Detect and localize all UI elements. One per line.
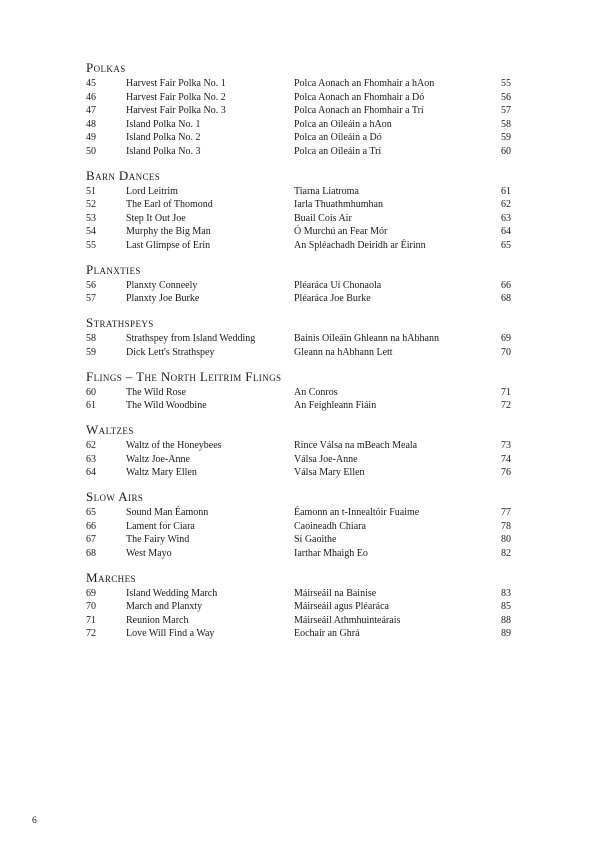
entry-number: 61 [86, 400, 96, 411]
entry-number: 51 [86, 185, 96, 197]
irish-title: Válsa Mary Ellen [294, 467, 365, 478]
toc-entry [86, 104, 511, 118]
entry-number: 50 [86, 145, 96, 157]
page-ref: 80 [501, 534, 511, 545]
page-ref: 70 [501, 346, 511, 358]
section-heading: Slow Airs [86, 489, 144, 504]
irish-title: Ó Murchú an Fear Mór [294, 226, 388, 237]
page-ref: 56 [501, 91, 511, 103]
english-title: Waltz Joe-Anne [126, 453, 190, 465]
page-ref: 83 [501, 587, 511, 599]
english-title: Step It Out Joe [126, 212, 186, 224]
toc-entry [86, 145, 511, 159]
entry-number: 66 [86, 520, 96, 532]
irish-title: Polca an Oileáin a hAon [294, 118, 392, 130]
english-title: Island Wedding March [126, 587, 218, 599]
page-ref: 59 [501, 132, 511, 143]
english-title: Island Polka No. 3 [126, 145, 201, 157]
toc-entry [86, 77, 511, 91]
toc-entry [86, 91, 511, 105]
english-title: The Wild Rose [126, 386, 186, 398]
page-ref: 55 [501, 78, 511, 89]
irish-title: An Conros [294, 386, 338, 398]
english-title: Sound Man Éamonn [126, 507, 209, 518]
entry-number: 48 [86, 118, 96, 130]
entry-number: 64 [86, 467, 96, 478]
page-ref: 65 [501, 239, 511, 251]
page-ref: 73 [501, 440, 511, 451]
toc-entry [86, 212, 511, 226]
toc-section [86, 489, 511, 560]
english-title: Reunion March [126, 614, 189, 626]
entry-number: 57 [86, 293, 96, 304]
section-heading: Strathspeys [86, 315, 154, 330]
page-ref: 72 [501, 400, 511, 411]
toc-section [86, 570, 511, 641]
toc-entry [86, 292, 511, 306]
entry-number: 52 [86, 199, 96, 210]
toc-section [86, 262, 511, 306]
toc-entry [86, 239, 511, 253]
entry-number: 68 [86, 547, 96, 559]
irish-title: Bainis Oileáin Ghleann na hAbhann [294, 333, 439, 344]
irish-title: Gleann na hAbhann Lett [294, 346, 393, 358]
entry-number: 63 [86, 453, 96, 465]
section-heading: Flings – The North Leitrim Flings [86, 368, 282, 384]
irish-title: Rince Válsa na mBeach Meala [294, 440, 418, 451]
entry-number: 45 [86, 78, 96, 89]
irish-title: Caoineadh Chiara [294, 520, 366, 532]
page-ref: 85 [501, 601, 511, 612]
entry-number: 46 [86, 91, 96, 103]
toc-entry [86, 399, 511, 413]
irish-title: An Spléachadh Deiridh ar Éirinn [294, 239, 426, 251]
table-of-contents [86, 60, 511, 650]
irish-title: Eochair an Ghrá [294, 628, 360, 639]
irish-title: Polca Aonach an Fhomhair a hAon [294, 78, 435, 89]
irish-title: Tiarna Liatroma [294, 185, 359, 197]
toc-section [86, 168, 511, 253]
irish-title: Máirseáil Athmhuinteárais [294, 614, 401, 626]
toc-entry [86, 332, 511, 346]
irish-title: Máirseáil agus Pléaráca [294, 601, 389, 612]
page-ref: 78 [501, 520, 511, 532]
page-ref: 60 [501, 145, 511, 157]
english-title: Harvest Fair Polka No. 1 [126, 78, 226, 89]
english-title: Planxty Conneely [126, 279, 198, 291]
page-ref: 76 [501, 467, 511, 478]
english-title: Waltz of the Honeybees [126, 440, 222, 451]
irish-title: Buail Cois Air [294, 212, 352, 224]
english-title: Dick Lett's Strathspey [126, 346, 215, 358]
page-ref: 77 [501, 507, 511, 518]
section-heading: Polkas [86, 60, 126, 75]
toc-section [86, 60, 511, 158]
toc-entry [86, 614, 511, 628]
toc-entry [86, 547, 511, 561]
irish-title: Iarthar Mhaigh Eo [294, 547, 368, 559]
toc-entry [86, 533, 511, 547]
entry-number: 53 [86, 212, 96, 224]
toc-entry [86, 627, 511, 641]
section-heading: Marches [86, 569, 136, 585]
irish-title: Polca Aonach an Fhomhair a Trí [294, 105, 424, 116]
english-title: Murphy the Big Man [126, 226, 211, 237]
english-title: The Earl of Thomond [126, 199, 213, 210]
page-ref: 74 [501, 453, 511, 465]
page-ref: 57 [501, 105, 511, 116]
irish-title: Pléaráca Joe Burke [294, 293, 371, 304]
toc-section [86, 422, 511, 480]
toc-entry [86, 520, 511, 534]
english-title: The Wild Woodbine [126, 400, 207, 411]
irish-title: Éamonn an t-Innealtóir Fuaime [294, 507, 420, 518]
english-title: Island Polka No. 2 [126, 132, 201, 143]
page-ref: 89 [501, 628, 511, 639]
english-title: Lament for Ciara [126, 520, 195, 532]
irish-title: Polca Aonach an Fhomhair a Dó [294, 91, 425, 103]
toc-entry [86, 386, 511, 400]
entry-number: 56 [86, 279, 96, 291]
entry-number: 70 [86, 601, 96, 612]
irish-title: An Feighleann Fiáin [294, 400, 377, 411]
page-ref: 58 [501, 118, 511, 130]
entry-number: 47 [86, 105, 96, 116]
entry-number: 55 [86, 239, 96, 251]
english-title: Planxty Joe Burke [126, 293, 200, 304]
entry-number: 58 [86, 333, 96, 344]
toc-entry [86, 439, 511, 453]
irish-title: Pléaráca Uí Chonaola [294, 279, 382, 291]
toc-entry [86, 131, 511, 145]
entry-number: 67 [86, 534, 96, 545]
entry-number: 59 [86, 346, 96, 358]
toc-entry [86, 466, 511, 480]
irish-title: Polca an Oileáin a Trí [294, 145, 382, 157]
english-title: Island Polka No. 1 [126, 118, 201, 130]
toc-entry [86, 279, 511, 293]
toc-entry [86, 225, 511, 239]
page-ref: 62 [501, 199, 511, 210]
page-ref: 68 [501, 293, 511, 304]
english-title: Harvest Fair Polka No. 2 [126, 91, 226, 103]
page-ref: 69 [501, 333, 511, 344]
english-title: Strathspey from Island Wedding [126, 333, 256, 344]
english-title: West Mayo [126, 547, 172, 559]
toc-entry [86, 346, 511, 360]
section-heading: Waltzes [86, 422, 134, 437]
entry-number: 69 [86, 587, 96, 599]
page-number: 6 [32, 816, 37, 826]
section-heading: Planxties [86, 261, 141, 277]
english-title: Lord Leitrim [126, 185, 178, 197]
entry-number: 60 [86, 386, 96, 398]
irish-title: Máirseáil na Bainise [294, 587, 377, 599]
page-ref: 82 [501, 547, 511, 559]
english-title: Last Glimpse of Erin [126, 239, 211, 251]
english-title: Harvest Fair Polka No. 3 [126, 105, 226, 116]
irish-title: Sí Gaoithe [294, 534, 337, 545]
toc-entry [86, 506, 511, 520]
entry-number: 72 [86, 628, 96, 639]
toc-entry [86, 185, 511, 199]
page-ref: 64 [501, 226, 511, 237]
english-title: Waltz Mary Ellen [126, 467, 197, 478]
entry-number: 62 [86, 440, 96, 451]
english-title: March and Planxty [126, 601, 203, 612]
toc-entry [86, 198, 511, 212]
entry-number: 71 [86, 614, 96, 626]
english-title: The Fairy Wind [126, 534, 190, 545]
page-ref: 66 [501, 279, 511, 291]
english-title: Love Will Find a Way [126, 628, 215, 639]
entry-number: 49 [86, 132, 96, 143]
page-ref: 88 [501, 614, 511, 626]
entry-number: 65 [86, 507, 96, 518]
toc-entry [86, 118, 511, 132]
irish-title: Válsa Joe-Anne [294, 453, 358, 465]
page-ref: 61 [501, 185, 511, 197]
page-ref: 71 [501, 386, 511, 398]
irish-title: Polca an Oileáin a Dó [294, 132, 382, 143]
toc-section [86, 315, 511, 359]
toc-section [86, 369, 511, 413]
section-heading: Barn Dances [86, 167, 161, 183]
toc-entry [86, 587, 511, 601]
entry-number: 54 [86, 226, 96, 237]
toc-entry [86, 453, 511, 467]
irish-title: Iarla Thuathmhumhan [294, 199, 383, 210]
toc-entry [86, 600, 511, 614]
page-ref: 63 [501, 212, 511, 224]
